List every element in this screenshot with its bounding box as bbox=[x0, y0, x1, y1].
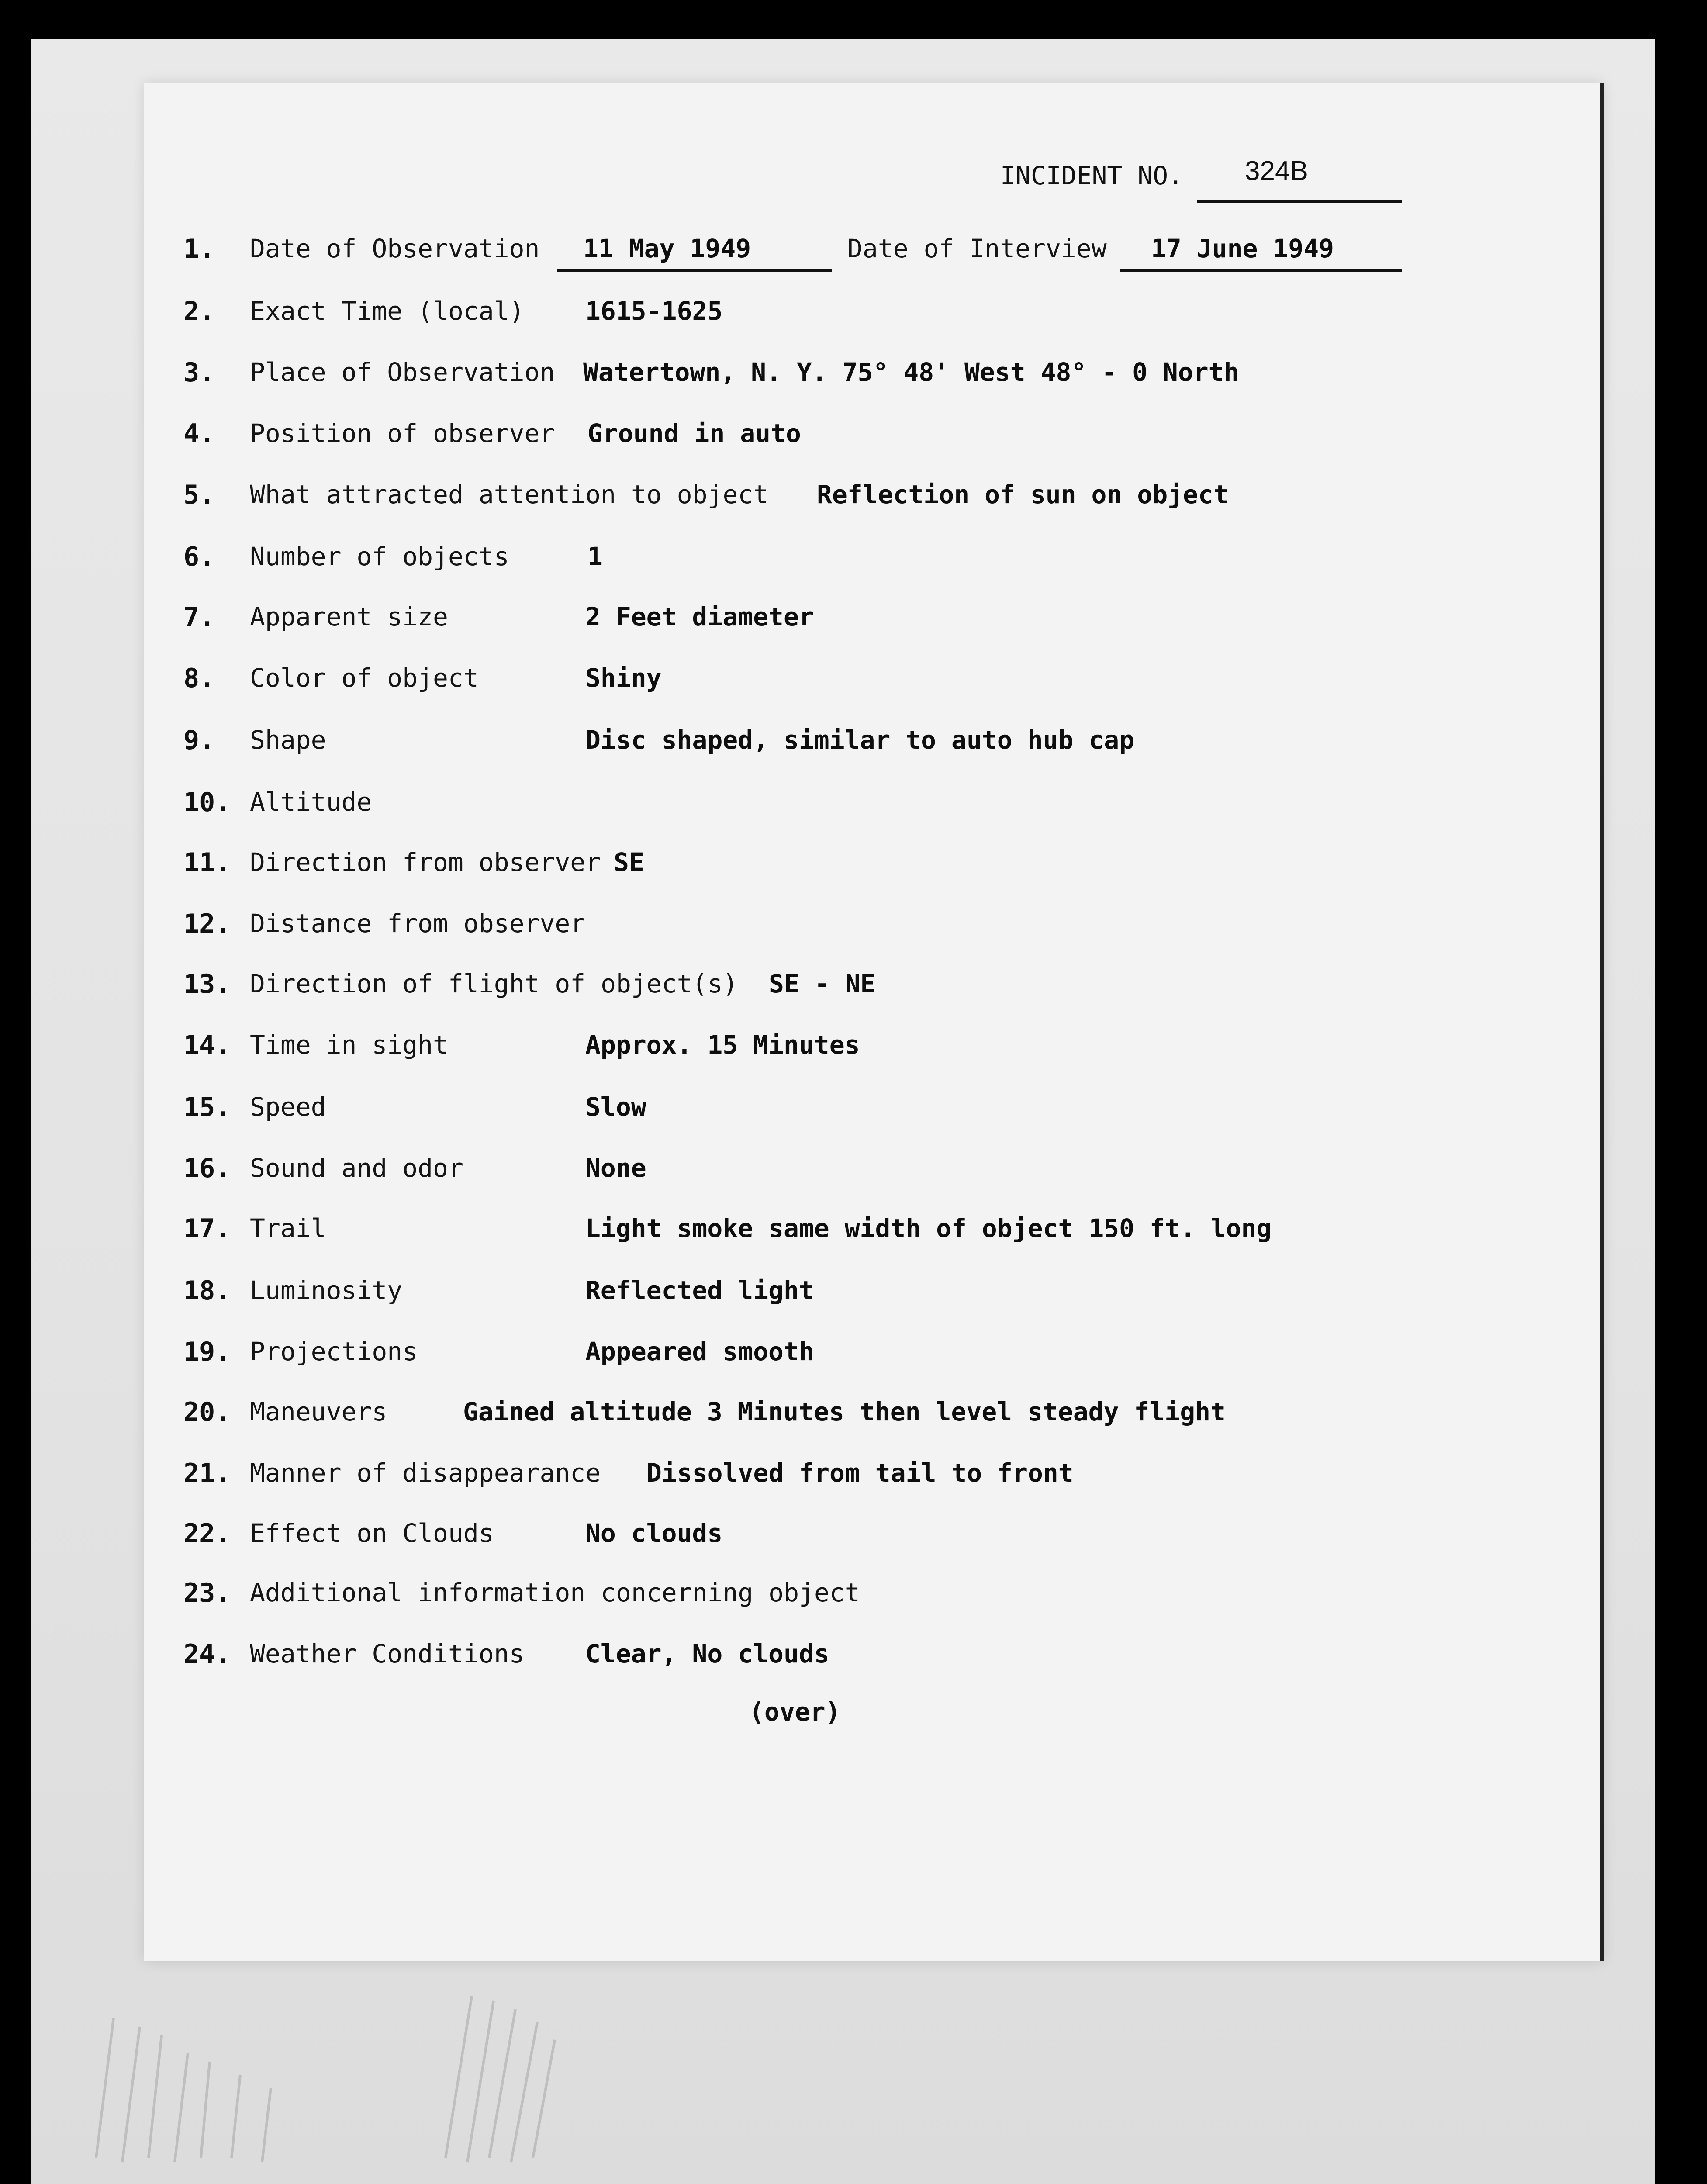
item-label: Apparent size bbox=[250, 602, 448, 632]
form-row-3 bbox=[0, 357, 1707, 401]
item-label: Luminosity bbox=[250, 1275, 403, 1305]
item-label: Shape bbox=[250, 725, 326, 755]
item-number: 1. bbox=[183, 234, 215, 264]
form-row-15 bbox=[0, 1092, 1707, 1136]
form-row-20 bbox=[0, 1397, 1707, 1441]
incident-label: INCIDENT NO. bbox=[1000, 161, 1184, 190]
item-label: Exact Time (local) bbox=[250, 296, 525, 326]
item-label: Place of Observation bbox=[250, 357, 555, 387]
form-row-19 bbox=[0, 1337, 1707, 1380]
item-label: Trail bbox=[250, 1213, 326, 1243]
item-number: 13. bbox=[183, 969, 231, 999]
item-value: Slow bbox=[585, 1092, 646, 1122]
item-number: 5. bbox=[183, 480, 215, 510]
item-number: 3. bbox=[183, 357, 215, 388]
form-row-6 bbox=[0, 542, 1707, 585]
item-value: Light smoke same width of object 150 ft. long bbox=[585, 1213, 1272, 1243]
date-of-observation-value: 11 May 1949 bbox=[557, 234, 832, 272]
item-value: Approx. 15 Minutes bbox=[585, 1030, 860, 1060]
item-label: Weather Conditions bbox=[250, 1639, 525, 1669]
form-row-23 bbox=[0, 1578, 1707, 1621]
item-number: 15. bbox=[183, 1092, 231, 1123]
item-number: 12. bbox=[183, 909, 231, 939]
item-number: 14. bbox=[183, 1030, 231, 1061]
item-number: 17. bbox=[183, 1213, 231, 1244]
item-number: 16. bbox=[183, 1153, 231, 1184]
form-row-12 bbox=[0, 909, 1707, 952]
item-label: Manner of disappearance bbox=[250, 1458, 601, 1488]
form-row-13 bbox=[0, 969, 1707, 1013]
item-number: 7. bbox=[183, 602, 215, 632]
item-number: 18. bbox=[183, 1275, 231, 1306]
item-number: 11. bbox=[183, 847, 231, 878]
item-value: SE bbox=[614, 847, 644, 877]
item-number: 22. bbox=[183, 1518, 231, 1549]
item-number: 2. bbox=[183, 296, 215, 327]
date-of-interview-label: Date of Interview bbox=[847, 234, 1107, 263]
item-number: 20. bbox=[183, 1397, 231, 1427]
item-label: Maneuvers bbox=[250, 1397, 387, 1427]
form-row-17 bbox=[0, 1213, 1707, 1257]
form-row-9 bbox=[0, 725, 1707, 769]
margin-scribble bbox=[437, 1983, 568, 2167]
incident-number: 324B bbox=[1245, 156, 1308, 186]
item-label: Color of object bbox=[250, 663, 479, 693]
item-number: 6. bbox=[183, 542, 215, 572]
form-row-10 bbox=[0, 787, 1707, 831]
form-row-18 bbox=[0, 1275, 1707, 1319]
item-number: 10. bbox=[183, 787, 231, 818]
incident-number-field bbox=[1197, 152, 1402, 203]
form-row-16 bbox=[0, 1153, 1707, 1197]
over-note: (over) bbox=[749, 1697, 841, 1727]
item-value: 1615-1625 bbox=[585, 296, 723, 326]
item-number: 23. bbox=[183, 1578, 231, 1608]
item-number: 24. bbox=[183, 1639, 231, 1669]
form-row-11 bbox=[0, 847, 1707, 891]
item-label: Effect on Clouds bbox=[250, 1518, 494, 1548]
item-value: Reflection of sun on object bbox=[817, 480, 1229, 509]
form-row-22 bbox=[0, 1518, 1707, 1562]
margin-scribble bbox=[87, 2001, 314, 2167]
item-label: Sound and odor bbox=[250, 1153, 463, 1183]
item-value: Dissolved from tail to front bbox=[646, 1458, 1074, 1488]
item-number: 19. bbox=[183, 1337, 231, 1367]
item-value: Ground in auto bbox=[587, 418, 801, 448]
item-label: Time in sight bbox=[250, 1030, 448, 1060]
item-number: 4. bbox=[183, 418, 215, 449]
item-value: Gained altitude 3 Minutes then level steady flight bbox=[463, 1397, 1226, 1427]
item-value: Disc shaped, similar to auto hub cap bbox=[585, 725, 1135, 755]
item-label: Additional information concerning object bbox=[250, 1578, 860, 1607]
date-of-interview-value: 17 June 1949 bbox=[1120, 234, 1402, 272]
item-label: Projections bbox=[250, 1337, 418, 1366]
item-number: 8. bbox=[183, 663, 215, 694]
item-value: SE - NE bbox=[769, 969, 876, 999]
item-label: What attracted attention to object bbox=[250, 480, 769, 509]
item-value: 1 bbox=[587, 542, 603, 571]
form-row-2 bbox=[0, 296, 1707, 340]
form-row-1 bbox=[0, 234, 1707, 277]
item-value: No clouds bbox=[585, 1518, 723, 1548]
form-row-8 bbox=[0, 663, 1707, 707]
item-label: Direction from observer bbox=[250, 847, 601, 877]
form-row-21 bbox=[0, 1458, 1707, 1502]
form-row-24 bbox=[0, 1639, 1707, 1683]
item-label: Number of objects bbox=[250, 542, 509, 571]
item-value: Reflected light bbox=[585, 1275, 814, 1305]
form-row-4 bbox=[0, 418, 1707, 462]
item-value: Clear, No clouds bbox=[585, 1639, 829, 1669]
item-label: Altitude bbox=[250, 787, 372, 817]
item-label: Distance from observer bbox=[250, 909, 586, 938]
item-value: Shiny bbox=[585, 663, 662, 693]
item-number: 9. bbox=[183, 725, 215, 756]
item-label: Speed bbox=[250, 1092, 326, 1122]
item-label: Date of Observation bbox=[250, 234, 540, 263]
form-row-14 bbox=[0, 1030, 1707, 1074]
form-row-7 bbox=[0, 602, 1707, 646]
item-value: Watertown, N. Y. 75° 48' West 48° - 0 North bbox=[583, 357, 1239, 387]
item-number: 21. bbox=[183, 1458, 231, 1489]
item-label: Direction of flight of object(s) bbox=[250, 969, 738, 999]
form-row-5 bbox=[0, 480, 1707, 523]
item-value: 2 Feet diameter bbox=[585, 602, 814, 632]
item-label: Position of observer bbox=[250, 418, 555, 448]
item-value: Appeared smooth bbox=[585, 1337, 814, 1366]
item-value: None bbox=[585, 1153, 646, 1183]
